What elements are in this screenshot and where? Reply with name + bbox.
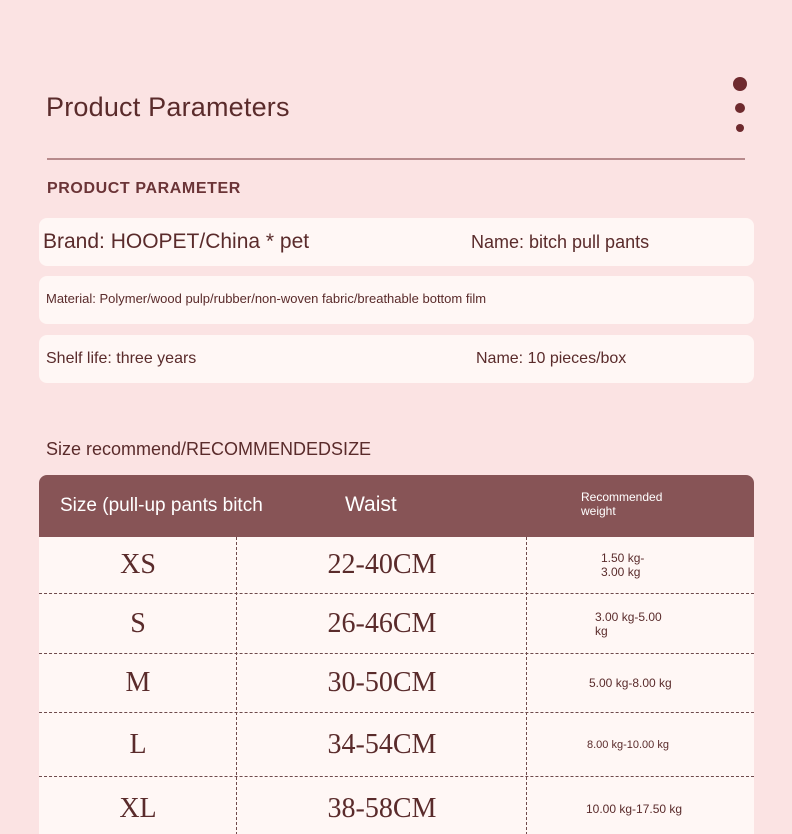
size-cell: S <box>130 607 146 639</box>
table-row <box>39 654 754 713</box>
column-header-waist: Waist <box>345 493 397 516</box>
weight-cell: 10.00 kg-17.50 kg <box>586 802 683 816</box>
size-section-heading: Size recommend/RECOMMENDEDSIZE <box>46 439 372 459</box>
weight-cell: 3.00 kg-5.00 kg <box>595 609 662 638</box>
shelf-life-text: Shelf life: three years <box>46 350 197 367</box>
column-divider <box>526 537 527 834</box>
dot-medium <box>735 103 745 113</box>
size-table <box>39 475 754 834</box>
section-subtitle: PRODUCT PARAMETER <box>47 180 241 197</box>
size-cell: M <box>125 667 151 698</box>
page-title: Product Parameters <box>46 92 290 122</box>
column-header-weight: Recommended weight <box>581 490 663 518</box>
param-card-brand <box>39 218 754 266</box>
name-text: Name: bitch pull pants <box>471 232 650 252</box>
dot-large <box>733 77 747 91</box>
column-header-size: Size (pull-up pants bitch <box>60 495 263 516</box>
pieces-text: Name: 10 pieces/box <box>476 350 627 367</box>
size-cell: XL <box>119 793 157 824</box>
waist-cell: 30-50CM <box>327 667 437 698</box>
size-cell: XS <box>120 549 156 580</box>
table-row <box>39 537 754 594</box>
weight-cell: 8.00 kg-10.00 kg <box>587 738 669 751</box>
material-text: Material: Polymer/wood pulp/rubber/non-woven fabric/breathable bottom film <box>46 291 487 306</box>
waist-cell: 22-40CM <box>327 549 437 580</box>
dot-small <box>736 124 744 132</box>
table-row <box>39 777 754 834</box>
column-divider <box>236 537 237 834</box>
weight-cell: 1.50 kg-3.00 kg <box>601 551 645 579</box>
brand-text: Brand: HOOPET/China * pet <box>43 230 310 253</box>
title-divider <box>47 158 745 160</box>
weight-cell: 5.00 kg-8.00 kg <box>589 676 672 690</box>
waist-cell: 34-54CM <box>327 728 437 760</box>
waist-cell: 26-46CM <box>327 607 437 639</box>
table-row <box>39 713 754 777</box>
size-cell: L <box>129 728 147 760</box>
waist-cell: 38-58CM <box>327 793 437 824</box>
param-card-shelf-life <box>39 335 754 383</box>
param-card-material <box>39 276 754 324</box>
table-row <box>39 594 754 654</box>
size-table-header <box>39 475 754 537</box>
more-options-icon[interactable] <box>731 77 749 137</box>
